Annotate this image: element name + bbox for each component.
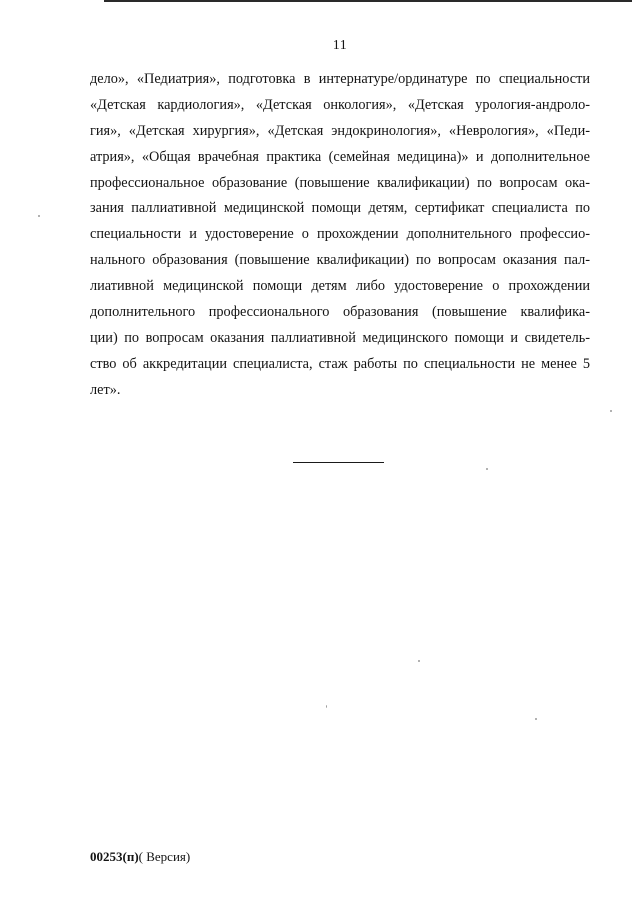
document-code: 00253(п) [90,849,139,864]
text-line: гия», «Детская хирургия», «Детская эндокринология», «Неврология», «Педи- [90,122,590,139]
text-line: лет». [90,381,121,398]
page-number: 11 [332,38,348,53]
end-separator-line [293,462,384,463]
text-line: «Детская кардиология», «Детская онкология», «Детская урология-андроло- [90,96,590,113]
document-footer [90,849,190,865]
text-line: специальности и удостоверение о прохождении дополнительного профессио- [90,226,590,243]
version-label: ( Версия) [138,849,191,864]
scan-speck [610,410,612,412]
text-line: дело», «Педиатрия», подготовка в интернатуре/ординатуре по специальности [90,71,590,87]
text-line: нального образования (повышение квалификации) по вопросам оказания пал- [90,252,590,269]
text-line: дополнительного профессионального образования (повышение квалифика- [90,304,590,321]
body-paragraph [90,67,590,404]
scan-speck [486,468,488,470]
text-line: ство об аккредитации специалиста, стаж работы по специальности не менее 5 [90,355,590,372]
scan-speck [535,718,537,720]
scan-top-border [104,0,632,2]
scan-speck [38,215,40,217]
scan-speck [326,705,327,708]
scan-speck [418,660,420,662]
text-line: ции) по вопросам оказания паллиативной медицинского помощи и свидетель- [90,329,590,346]
text-line: атрия», «Общая врачебная практика (семейная медицина)» и дополнительное [90,148,590,165]
text-line: зания паллиативной медицинской помощи детям, сертификат специалиста по [90,200,590,217]
text-line: профессиональное образование (повышение квалификации) по вопросам ока- [90,174,590,191]
text-line: лиативной медицинской помощи детям либо удостоверение о прохождении [90,278,590,295]
